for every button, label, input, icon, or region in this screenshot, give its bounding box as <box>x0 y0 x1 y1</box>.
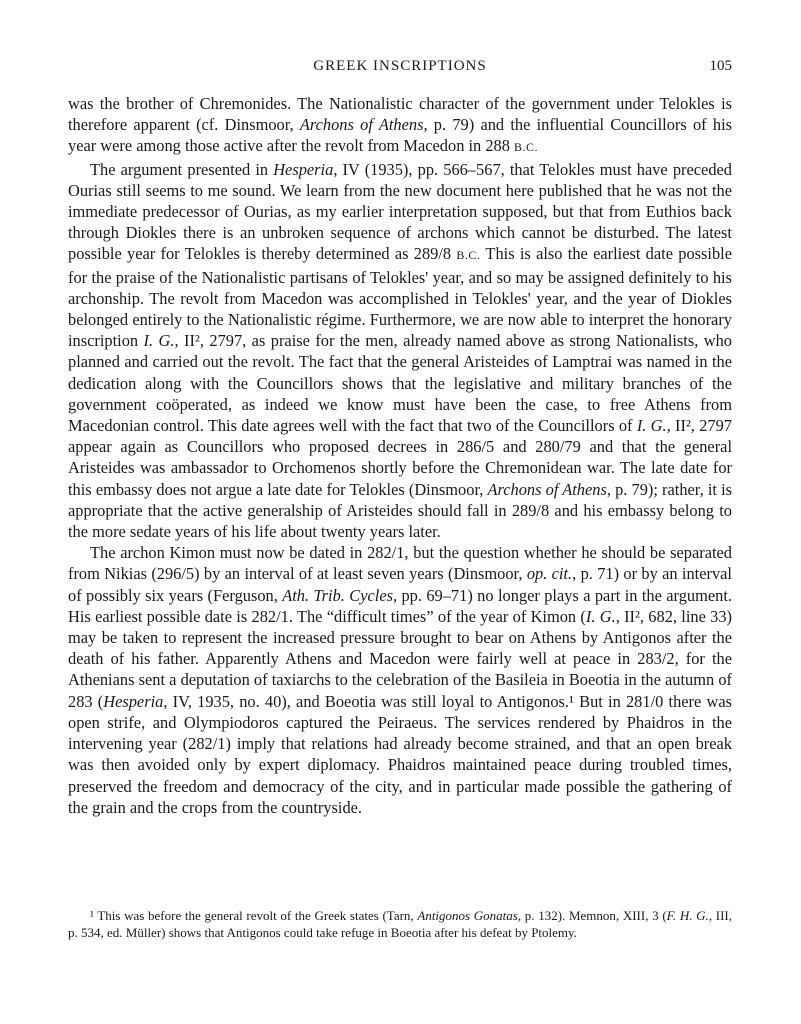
running-title: GREEK INSCRIPTIONS <box>313 58 487 74</box>
text-run: , III, p. 534, ed. Müller) shows that Antigonos could take refuge in Boeotia after his defeat by Ptolemy. <box>68 908 732 940</box>
paragraph <box>68 159 732 543</box>
italic-text: I. G. <box>143 331 175 351</box>
italic-text: Antigonos Gonatas <box>417 908 518 923</box>
italic-text: F. H. G. <box>666 908 709 923</box>
text-run: , pp. 69–71) no longer plays a part in the argument. His earliest possible date is 282/1. The “difficult times” of the year of Kimon ( <box>68 585 732 626</box>
text-run: The archon Kimon must now be dated in 282/1, but the question whether he should be separated from Nikias (296/5) by an interval of at least seven years (Dinsmoor, <box>68 543 732 584</box>
italic-text: I. G. <box>585 606 616 626</box>
text-run: This is also the earliest date possible for the praise of the Nationalistic partisans of Telokles' year, and so may be assigned definitely to his archonship. The revolt from Macedon was accomplished in Telokles' year, and the year of Diokles belonged entirely to the Nationalistic régime. Furthermore, we are now able to interpret the honorary inscription <box>68 244 732 351</box>
body-text <box>68 93 732 818</box>
italic-text: I. G. <box>636 416 667 436</box>
page-number: 105 <box>709 58 732 74</box>
italic-text: op. cit. <box>526 564 573 584</box>
text-run: , II², 682, line 33) may be taken to represent the increased pressure brought to bear on Athens by Antigonos after the death of his father. Apparently Athens and Macedon were fairly well at peace in 283/2, for the Athenians sent a deputation of taxiarchs to the celebration of the Basileia in Boeotia in the autumn of 283 ( <box>68 606 733 711</box>
italic-text: Archons of Athens <box>299 115 424 135</box>
text-run: , p. 79) and the influential Councillors of his year were among those active after the revolt from Macedon in 288 <box>68 115 733 156</box>
italic-text: Archons of Athens <box>487 479 607 499</box>
text-run: , p. 132). Memnon, XIII, 3 ( <box>517 908 667 923</box>
text-run: The argument presented in <box>90 159 274 179</box>
page-header <box>68 58 732 82</box>
paragraph <box>68 542 732 818</box>
text-run: , IV (1935), pp. 566–567, that Telokles must have preceded Ourias still seems to me sound. We learn from the new document here published that he was not the immediate predecessor of Ourias, as my earlier interpretation supposed, but that from Euthios back through Diokles there is an unbroken sequence of archons which cannot be disturbed. The latest possible year for Telokles is thereby determined as 289/8 <box>68 159 732 264</box>
italic-text: Hesperia <box>273 159 334 179</box>
italic-text: Ath. Trib. Cycles <box>282 585 393 605</box>
text-run: , II², 2797 appear again as Councillors who proposed decrees in 286/5 and 280/79 and that the general Aristeides was ambassador to Orchomenos shortly before the Chremonidean war. The late date for this embassy does not argue a late date for Telokles (Dinsmoor, <box>68 416 732 499</box>
text-run: , IV, 1935, no. 40), and Boeotia was still loyal to Antigonos.¹ But in 281/0 there was open strife, and Olympiodoros captured the Peiraeus. The services rendered by Phaidros in the intervening year (282/1) imply that relations had already become strained, and that an open break was then avoided only by expert diplomacy. Phaidros maintained peace during troubled times, preserved the freedom and democracy of the city, and in particular made possible the gathering of the grain and the crops from the countryside. <box>68 691 732 817</box>
paragraph <box>68 93 732 159</box>
footnote <box>68 908 732 942</box>
small-caps-text: B.C. <box>456 248 481 263</box>
text-run: , p. 71) or by an interval of possibly six years (Ferguson, <box>68 564 732 605</box>
text-run: ¹ This was before the general revolt of the Greek states (Tarn, <box>90 908 418 923</box>
small-caps-text: B.C. <box>514 140 539 155</box>
text-run: , p. 79); rather, it is appropriate that the active generalship of Aristeides should fall in 289/8 and his embassy belong to the more sedate years of his life about twenty years later. <box>68 479 732 542</box>
text-run: was the brother of Chremonides. The Nationalistic character of the government under Telokles is therefore apparent (cf. Dinsmoor, <box>68 94 732 135</box>
text-run: , II², 2797, as praise for the men, already named above as strong Nationalists, who planned and carried out the revolt. The fact that the general Aristeides of Lamptrai was named in the dedication along with the Councillors shows that the legislative and military branches of the government coöperated, as indeed we know must have been the case, to free Athens from Macedonian control. This date agrees well with the fact that two of the Councillors of <box>68 331 732 436</box>
italic-text: Hesperia <box>103 691 164 711</box>
